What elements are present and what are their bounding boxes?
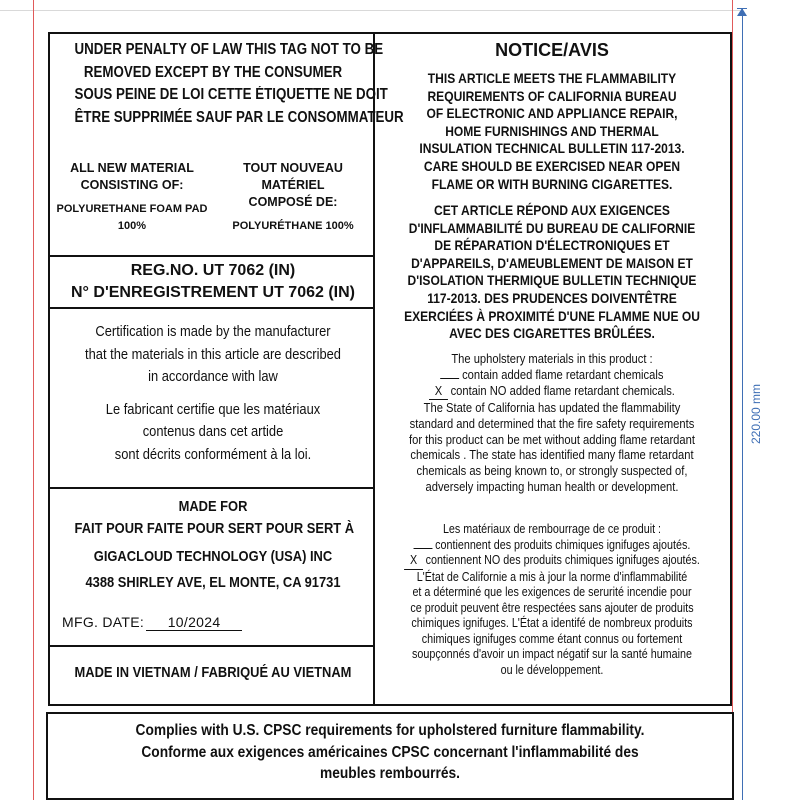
cert-line: in accordance with law (148, 368, 278, 385)
upholstery-line: chimiques ignifuges comme étant connus ou fortement (421, 631, 683, 646)
upholstery-line: chimiques ignifuges. L'État a identifé de nombreux produits (411, 616, 693, 630)
option-contains-added (401, 538, 704, 554)
notice-line: 117-2013. DES PRUDENCES DOIVENTÊTRE (427, 289, 677, 306)
notice-line: D'INFLAMMABILITÉ DU BUREAU DE CALIFORNIE (408, 219, 696, 236)
made-for-line: MADE FOR (178, 498, 248, 515)
dimension-arrow-up-icon (737, 8, 747, 16)
upholstery-intro: Les matériaux de rembourrage de ce produit : (442, 522, 662, 536)
compliance-line: Complies with U.S. CPSC requirements for upholstered furniture flammability. (135, 722, 645, 739)
notice-line: CET ARTICLE RÉPOND AUX EXIGENCES (434, 202, 670, 218)
warning-line: ÊTRE SUPPRIMÉE SAUF PAR LE CONSOMMATEUR (74, 108, 404, 126)
compliance-statement (50, 720, 730, 785)
cert-line: sont décrits conformément à la loi. (114, 445, 312, 463)
checkbox-mark: X (429, 383, 448, 400)
registration-number (52, 260, 374, 304)
upholstery-line: L'État de Californie a mis à jour la norme d'inflammabilité (416, 569, 688, 584)
option-text: contiennent des produits chimiques ignifuges ajoutés. (435, 537, 691, 552)
notice-line: CARE SHOULD BE EXERCISED NEAR OPEN (423, 157, 681, 174)
option-contains-no (401, 553, 704, 570)
warning-line: SOUS PEINE DE LOI CETTE ÉTIQUETTE NE DOIT (74, 86, 388, 103)
certification-statement (52, 321, 374, 466)
option-text: contiennent NO des produits chimiques ignifuges ajoutés. (425, 553, 700, 567)
notice-line: AVEC DES CIGARETTES BRÛLÉES. (449, 325, 655, 342)
option-contains-no (401, 383, 704, 400)
reg-line: N° D'ENREGISTREMENT UT 7062 (IN) (70, 284, 355, 301)
notice-line: REQUIREMENTS OF CALIFORNIA BUREAU (427, 87, 677, 104)
upholstery-line: for this product can be met without adding flame retardant (409, 431, 695, 447)
notice-line: HOME FURNISHINGS AND THERMAL (445, 122, 659, 139)
option-text: contain added flame retardant chemicals (462, 366, 664, 382)
notice-english (376, 70, 728, 193)
material-line: CONSISTING OF: (80, 178, 184, 192)
compliance-line: Conforme aux exigences américaines CPSC concernant l'inflammabilité des (141, 743, 639, 761)
material-value: POLYURÉTHANE 100% (232, 220, 354, 232)
reg-line: REG.NO. UT 7062 (IN) (130, 262, 296, 279)
material-french (212, 160, 374, 235)
divider-made-origin (48, 645, 374, 647)
country-of-origin: MADE IN VIETNAM / FABRIQUÉ AU VIETNAM (74, 664, 352, 681)
height-dimension-label: 220.00 mm (749, 383, 763, 445)
material-value: POLYURETHANE FOAM PAD 100% (56, 203, 208, 232)
checkbox-mark: X (404, 553, 423, 570)
upholstery-line: adversely impacting human health or development. (425, 479, 679, 495)
option-text: contain NO added flame retardant chemicals. (450, 382, 675, 398)
notice-line: D'ISOLATION THERMIQUE BULLETIN TECHNIQUE (407, 272, 697, 289)
notice-line: D'APPAREILS, D'AMEUBLEMENT DE MAISON ET (411, 254, 693, 271)
notice-line: FLAME OR WITH BURNING CIGARETTES. (431, 175, 673, 192)
material-line: COMPOSÉ DE: (248, 195, 338, 209)
mfg-date-label: MFG. DATE: (62, 614, 145, 630)
notice-french (376, 202, 728, 343)
warning-line: REMOVED EXCEPT BY THE CONSUMER (83, 63, 343, 81)
upholstery-line: chemicals as being known to, or strongly suspected of, (416, 463, 688, 479)
right-margin-guide (732, 0, 733, 800)
notice-line: INSULATION TECHNICAL BULLETIN 117-2013. (419, 140, 685, 157)
height-dimension-line (742, 8, 743, 800)
made-for-line: 4388 SHIRLEY AVE, EL MONTE, CA 91731 (85, 574, 341, 591)
upholstery-disclosure-english (376, 351, 728, 495)
made-for-line: FAIT POUR FAITE POUR SERT POUR SERT À (74, 520, 355, 537)
cert-line: contenus dans cet artide (142, 423, 284, 440)
cert-line: Certification is made by the manufacturer (95, 323, 331, 340)
upholstery-line: The State of California has updated the flammability (423, 399, 681, 415)
upholstery-line: ou le développement. (500, 662, 604, 677)
mfg-date (62, 614, 242, 631)
divider-reg-cert (48, 307, 374, 309)
upholstery-line: ce produit peuvent être respectées sans ajouter de produits (410, 600, 694, 615)
divider-cert-made (48, 487, 374, 489)
option-no-added (401, 367, 704, 383)
compliance-line: meubles rembourrés. (320, 765, 460, 782)
dimension-tick (737, 8, 747, 9)
checkbox-mark (441, 378, 460, 379)
upholstery-disclosure-french (376, 522, 728, 678)
material-english (52, 160, 212, 235)
notice-line: THIS ARTICLE MEETS THE FLAMMABILITY (427, 70, 677, 86)
law-warning (52, 39, 404, 129)
material-line: TOUT NOUVEAU MATÉRIEL (243, 161, 343, 192)
warning-line: UNDER PENALTY OF LAW THIS TAG NOT TO BE (74, 41, 384, 58)
notice-line: OF ELECTRONIC AND APPLIANCE REPAIR, (426, 105, 678, 122)
made-for-block (52, 496, 374, 594)
notice-title: NOTICE/AVIS (495, 40, 609, 60)
left-margin-guide (33, 0, 34, 800)
divider-material-reg (48, 255, 374, 257)
upholstery-line: standard and determined that the fire safety requirements (409, 415, 695, 431)
cert-line: Le fabricant certifie que les matériaux (105, 400, 321, 418)
upholstery-intro: The upholstery materials in this product : (451, 351, 653, 366)
upholstery-line: soupçonnés d'avoir un impact négatif sur la santé humaine (412, 647, 692, 661)
upholstery-line: et a déterminé que les exigences de serurité incendie pour (412, 585, 692, 599)
notice-line: DE RÉPARATION D'ÉLECTRONIQUES ET (434, 237, 670, 254)
mfg-date-value: 10/2024 (146, 614, 242, 631)
notice-line: EXERCIÉES À PROXIMITÉ D'UNE FLAMME NUE OU (404, 307, 700, 324)
upholstery-line: chemicals . The state has identified many flame retardant (410, 447, 694, 463)
cert-line: that the materials in this article are described (85, 345, 341, 363)
top-guide-line (0, 0, 740, 11)
checkbox-mark (414, 548, 433, 549)
material-line: ALL NEW MATERIAL (70, 161, 194, 175)
made-for-line: GIGACLOUD TECHNOLOGY (USA) INC (93, 548, 333, 565)
